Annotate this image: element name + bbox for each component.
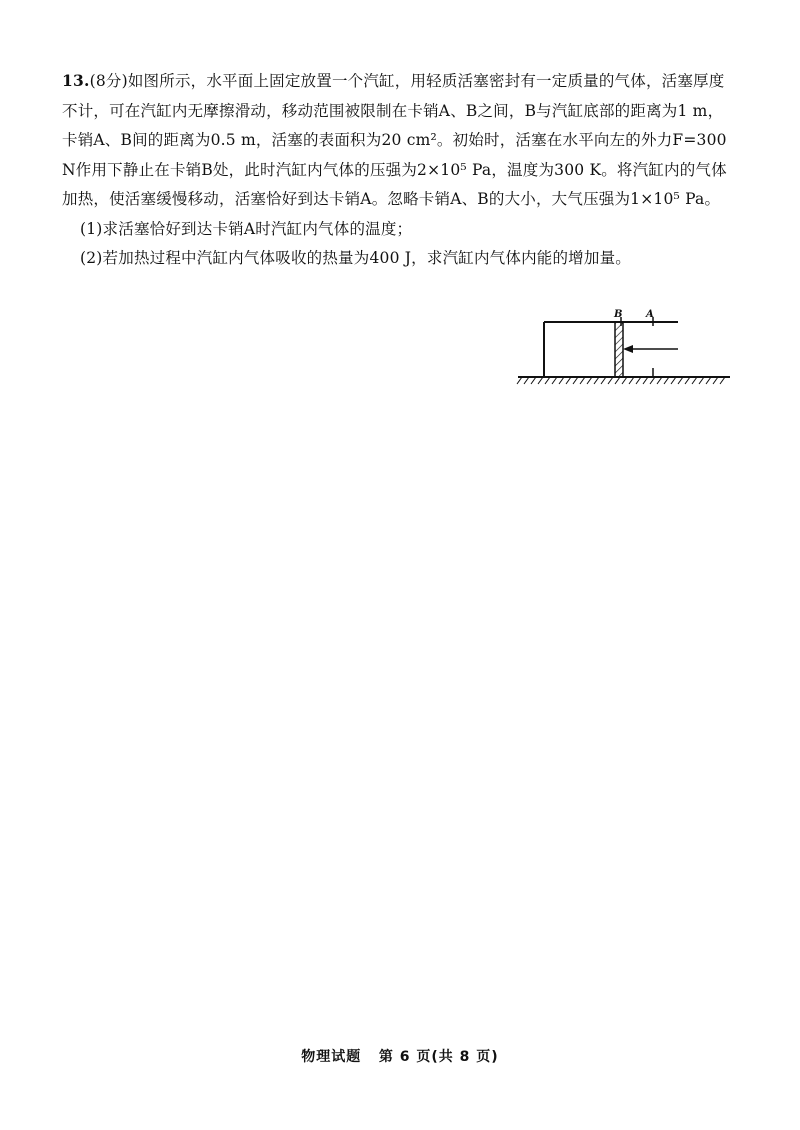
footer-page-number: 第 6 页(共 8 页) [378,1049,499,1065]
sub-question-1: (1)求活塞恰好到达卡销A时汽缸内气体的温度； [80,219,413,238]
piston [615,322,623,377]
cylinder-diagram [512,306,736,388]
sub-question-2: (2)若加热过程中汽缸内气体吸收的热量为400 J，求汽缸内气体内能的增加量。 [80,249,631,267]
page-footer [0,1046,800,1066]
label-b: B [614,309,623,320]
force-arrow-head-icon [623,345,633,353]
question-points: (8分) [89,72,128,90]
problem-stem-paragraph [62,66,738,215]
footer-subject: 物理试题 [301,1049,362,1065]
problem-13 [62,66,738,274]
ground-hatching [517,377,725,384]
label-a: A [646,309,654,320]
question-stem: 如图所示，水平面上固定放置一个汽缸，用轻质活塞密封有一定质量的气体，活塞厚度不计，可在汽缸内无摩擦滑动，移动范围被限制在卡销A、B之间，B与汽缸底部的距离为1 m，卡销A、B间的距离为0.5 m，活塞的表面积为20 cm²。初始时，活塞在水平向左的外力F=300 N作用下静止在卡销B处，此时汽缸内气体的压强为2×10⁵ Pa，温度为300 K。将汽缸内的气体加热，使活塞缓慢移动，活塞恰好到达卡销A。忽略卡销A、B的大小，大气压强为1×10⁵ Pa。 [62,72,727,208]
question-number: 13. [62,71,90,90]
